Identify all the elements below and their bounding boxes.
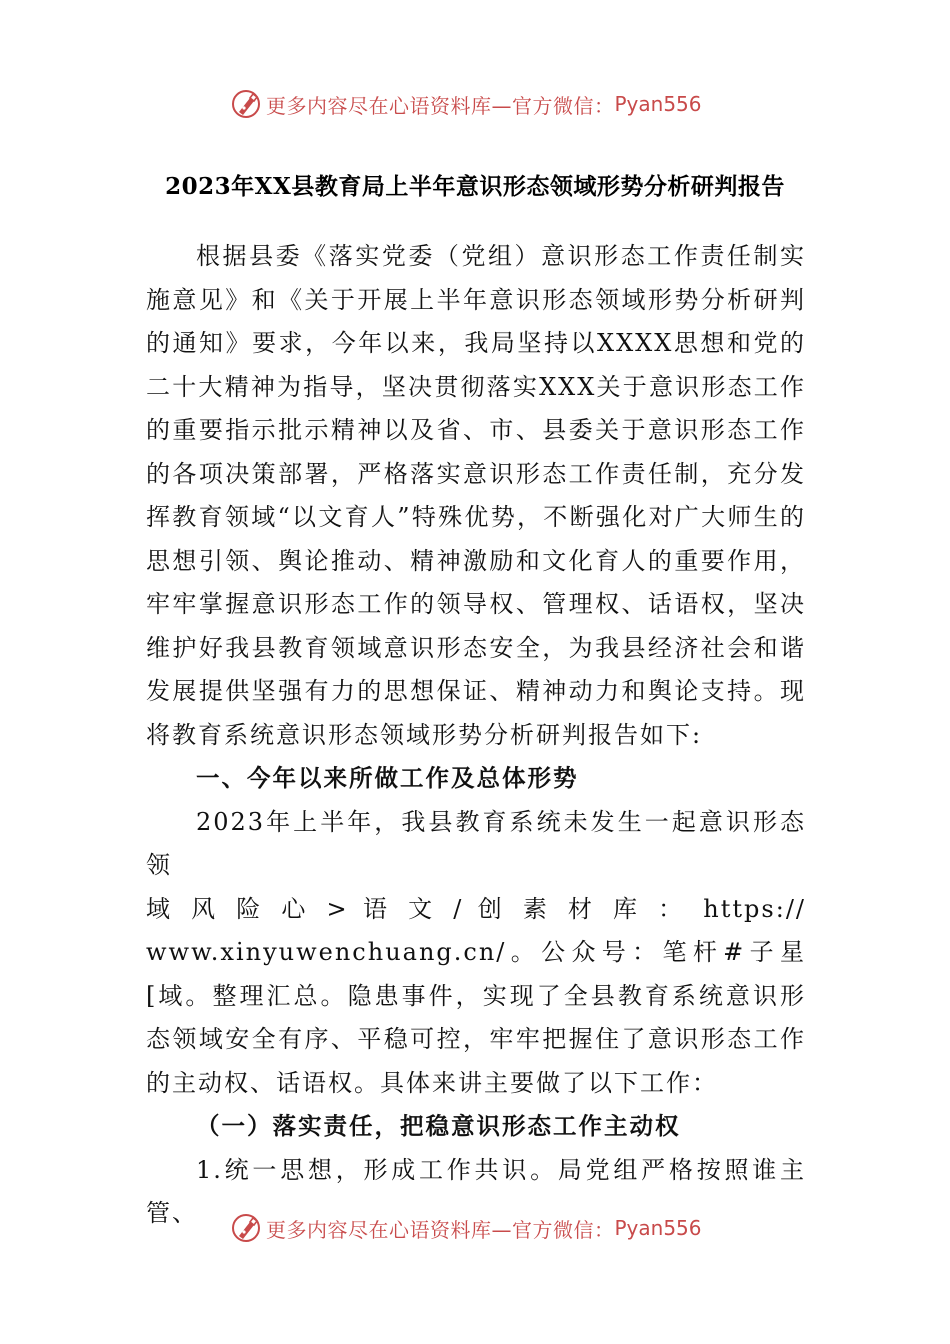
section1-paragraph-line1: 2023年上半年，我县教育系统未发生一起意识形态领 [146,807,806,879]
section1-heading: 一、今年以来所做工作及总体形势 [196,764,579,792]
watermark-text: 更多内容尽在心语资料库—官方微信： [266,93,615,118]
section1-paragraph-rest: www.xinyuwenchuang.cn/。公众号：笔杆#子星[域。整理汇总。隐患事件，实现了全县教育系统意识形态领域安全有序、平稳可控，牢牢把握住了意识形态工作的主动权、话语权。具体来讲主要做了以下工作： [146,938,806,1097]
document-title: 2023年XX县教育局上半年意识形态领域形势分析研判报告 [165,173,785,200]
document-body [146,235,806,1236]
pen-nib-logo-icon [230,1212,262,1244]
watermark-text: 更多内容尽在心语资料库—官方微信： [266,1217,615,1242]
item1-paragraph: 1.统一思想，形成工作共识。局党组严格按照谁主管、 [146,1155,806,1227]
header-watermark [230,86,702,122]
section1-paragraph-line2: 域 风 险 心 > 语 文 / 创 素 材 库 ： https:// [146,894,806,923]
pen-nib-logo-icon [230,88,262,120]
watermark-wechat-id: Pyan556 [614,1216,702,1240]
subsection1-heading: （一）落实责任，把稳意识形态工作主动权 [196,1112,681,1140]
watermark-wechat-id: Pyan556 [614,92,702,116]
footer-watermark [230,1210,702,1246]
intro-paragraph: 根据县委《落实党委（党组）意识形态工作责任制实施意见》和《关于开展上半年意识形态领域形势分析研判的通知》要求，今年以来，我局坚持以XXXX思想和党的二十大精神为指导，坚决贯彻落实XXX关于意识形态工作的重要指示批示精神以及省、市、县委关于意识形态工作的各项决策部署，严格落实意识形态工作责任制，充分发挥教育领域“以文育人”特殊优势，不断强化对广大师生的思想引领、舆论推动、精神激励和文化育人的重要作用，牢牢掌握意识形态工作的领导权、管理权、话语权，坚决维护好我县教育领域意识形态安全，为我县经济社会和谐发展提供坚强有力的思想保证、精神动力和舆论支持。现将教育系统意识形态领域形势分析研判报告如下: [146,242,806,749]
